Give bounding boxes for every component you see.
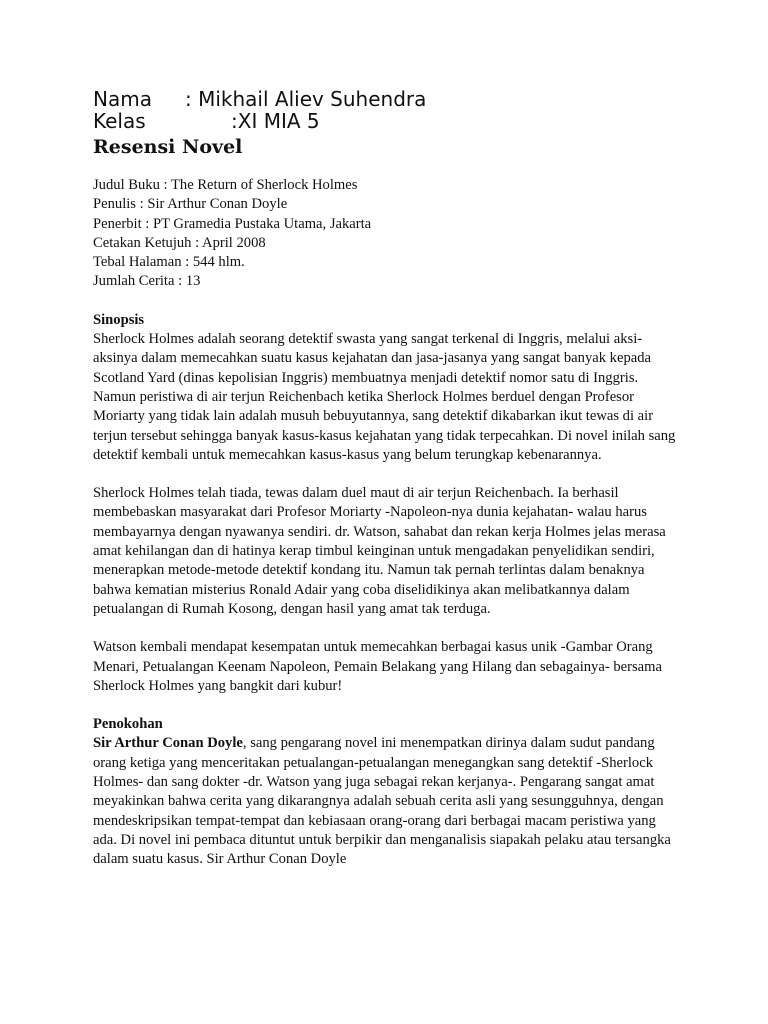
class-row <box>93 110 683 132</box>
sinopsis-paragraph-3: Watson kembali mendapat kesempatan untuk memecahkan berbagai kasus unik -Gambar Orang Menari, Petualangan Keenam Napoleon, Pemain Belakang yang Hilang dan sebagainya- bersama Sherlock Holmes yang bangkit dari kubur! <box>93 639 662 694</box>
info-title: Judul Buku : The Return of Sherlock Holmes <box>93 177 358 193</box>
class-value: :XI MIA 5 <box>231 109 320 133</box>
penokohan-text: , sang pengarang novel ini menempatkan dirinya dalam sudut pandang orang ketiga yang menceritakan petualangan-petualangan menegangkan sang detektif -Sherlock Holmes- dan sang dokter -dr. Watson yang juga sebagai rekan kerjanya-. Pengarang sangat amat meyakinkan bahwa cerita yang dikarangnya adalah sebuah cerita asli yang sesungguhnya, dengan mendeskripsikan tempat-tempat dan kebiasaan orang-orang dari berbagai macam peristiwa yang ada. Di novel ini pembaca dituntut untuk berpikir dan menganalisis siapakah pelaku atau tersangka dalam suatu kasus. Sir Arthur Conan Doyle <box>93 735 671 868</box>
author-name-bold: Sir Arthur Conan Doyle <box>93 735 243 752</box>
sinopsis-paragraph-2: Sherlock Holmes telah tiada, tewas dalam duel maut di air terjun Reichenbach. Ia berhasil membebaskan masyarakat dari Profesor Moriarty -Napoleon-nya dunia kejahatan- walau harus membayarnya dengan nyawanya sendiri. dr. Watson, sahabat dan rekan kerja Holmes jelas merasa amat kehilangan dan di hatinya kerap timbul keinginan untuk mengadakan penyelidikan sendiri, menerapkan metode-metode detektif kondang itu. Namun tak pernah terlintas dalam benaknya bahwa kematian misterius Ronald Adair yang coba diselidikinya akan melibatkannya dalam petualangan di Rumah Kosong, dengan hasil yang amat tak terduga. <box>93 485 666 617</box>
info-publisher: Penerbit : PT Gramedia Pustaka Utama, Jakarta <box>93 215 372 232</box>
book-info <box>93 176 683 292</box>
info-pages: Tebal Halaman : 544 hlm. <box>93 254 245 271</box>
sinopsis-heading: Sinopsis <box>93 311 145 328</box>
info-story-count: Jumlah Cerita : 13 <box>93 273 201 290</box>
info-edition: Cetakan Ketujuh : April 2008 <box>93 234 266 251</box>
name-label: Nama <box>93 87 152 111</box>
penokohan-heading: Penokohan <box>93 716 163 733</box>
penokohan-paragraph <box>93 734 683 869</box>
document-title: Resensi Novel <box>93 136 243 158</box>
name-row <box>93 88 683 110</box>
name-value: : Mikhail Aliev Suhendra <box>185 87 427 111</box>
class-label: Kelas <box>93 109 146 133</box>
sinopsis-paragraph-1: Sherlock Holmes adalah seorang detektif swasta yang sangat terkenal di Inggris, melalui aksi-aksinya dalam memecahkan suatu kasus kejahatan dan jasa-jasanya yang sangat banyak kepada Scotland Yard (dinas kepolisian Inggris) membuatnya menjadi detektif nomor satu di Inggris. Namun peristiwa di air terjun Reichenbach ketika Sherlock Holmes berduel dengan Profesor Moriarty yang tidak lain adalah musuh bebuyutannya, sang detektif dikabarkan ikut tewas di air terjun tersebut sehingga banyak kasus-kasus kejahatan yang tidak terpecahkan. Di novel inilah sang detektif kembali untuk memecahkan kasus-kasus yang belum terungkap kebenarannya. <box>93 331 676 463</box>
info-author: Penulis : Sir Arthur Conan Doyle <box>93 196 288 213</box>
document-page <box>93 88 683 870</box>
